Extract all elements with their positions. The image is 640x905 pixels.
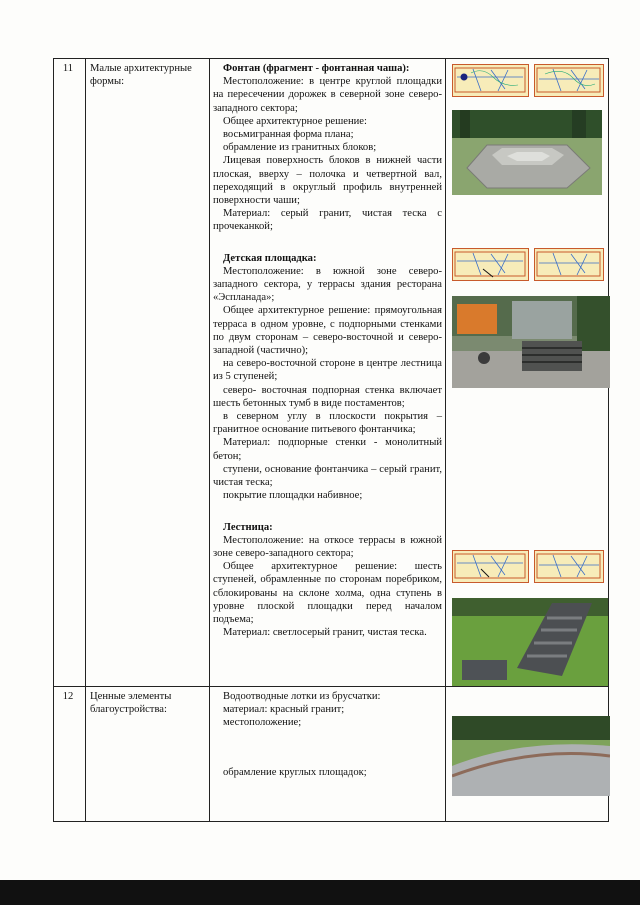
description-paragraph: материал: красный гранит; bbox=[223, 704, 345, 716]
description-paragraph: обрамление круглых площадок; bbox=[223, 766, 367, 778]
description-paragraph: восьмигранная форма плана; bbox=[223, 129, 354, 141]
stairs-location-map-1 bbox=[452, 550, 529, 583]
paragraph-spacer bbox=[213, 234, 442, 252]
description-paragraph: Местоположение: в центре круглой площадки на пересечении дорожек в северной зоне северо-западного сектора; bbox=[213, 76, 442, 114]
description-paragraph: Общее архитектурное решение: прямоугольная терраса в одном уровне, с подпорными стенками по двум сторонам – северо-восточной и северо-западной (частично); bbox=[213, 305, 442, 357]
section-heading: Фонтан (фрагмент - фонтанная чаша): bbox=[223, 63, 410, 74]
description-paragraph: северо- восточная подпорная стенка включает шесть бетонных тумб в виде постаментов; bbox=[213, 384, 442, 409]
row-description bbox=[213, 690, 442, 779]
row-description bbox=[213, 62, 442, 639]
description-paragraph: Водоотводные лотки из брусчатки: bbox=[223, 691, 381, 702]
table-top-border bbox=[53, 58, 608, 59]
playground-location-map-1 bbox=[452, 248, 529, 281]
description-paragraph: Общее архитектурное решение: шесть ступеней, обрамленные по сторонам поребриком, сблокированы на склоне холма, одна ступень в уровне плоской площадки перед началом подъема; bbox=[213, 561, 442, 625]
fountain-location-map-1 bbox=[452, 64, 529, 97]
table-right-border bbox=[608, 58, 609, 822]
description-paragraph: Местоположение: в южной зоне северо-западного сектора, у террасы здания ресторана «Эспланада»; bbox=[213, 265, 442, 304]
row-divider bbox=[53, 686, 608, 687]
description-paragraph: Местоположение: на откосе террасы в южной зоне северо-западного сектора; bbox=[213, 534, 442, 559]
playground-location-map-2 bbox=[534, 248, 604, 281]
description-paragraph: на северо-восточной стороне в центре лестница из 5 ступеней; bbox=[213, 358, 442, 383]
table-bottom-border bbox=[53, 821, 608, 822]
row-name: Ценные элементы благоустройства: bbox=[90, 691, 172, 716]
playground-photo bbox=[452, 296, 610, 388]
description-paragraph: ступени, основание фонтанчика – серый гранит, чистая теска; bbox=[213, 463, 442, 489]
section-heading: Детская площадка: bbox=[223, 252, 317, 264]
scan-bottom-edge bbox=[0, 880, 640, 905]
table-left-border bbox=[53, 58, 54, 822]
description-paragraph: Материал: серый гранит, чистая теска с прочеканкой; bbox=[213, 208, 442, 233]
fountain-photo bbox=[452, 110, 602, 195]
paragraph-spacer bbox=[213, 503, 442, 521]
drainage-photo bbox=[452, 716, 610, 796]
column-divider-3 bbox=[445, 58, 446, 822]
fountain-location-map-2 bbox=[534, 64, 604, 97]
description-paragraph: Материал: светлосерый гранит, чистая теска. bbox=[223, 627, 427, 639]
column-divider-1 bbox=[85, 58, 86, 822]
description-paragraph: обрамление из гранитных блоков; bbox=[223, 142, 377, 154]
stairs-location-map-2 bbox=[534, 550, 604, 583]
section-heading: Лестница: bbox=[223, 521, 273, 533]
description-paragraph: Материал: подпорные стенки - монолитный бетон; bbox=[213, 437, 442, 462]
stairs-photo bbox=[452, 598, 608, 686]
description-paragraph: Общее архитектурное решение: bbox=[223, 115, 367, 127]
description-paragraph: в северном углу в плоскости покрытия – гранитное основание питьевого фонтанчика; bbox=[213, 411, 442, 436]
description-paragraph: местоположение; bbox=[223, 717, 302, 729]
description-paragraph: покрытие площадки набивное; bbox=[223, 490, 363, 502]
paragraph-spacer bbox=[213, 748, 442, 766]
row-name: Малые архитектурные формы: bbox=[90, 63, 192, 88]
description-paragraph: Лицевая поверхность блоков в нижней части плоская, вверху – полочка и четвертной вал, переходящий в округлый профиль внутренней поверхности чаши; bbox=[213, 155, 442, 207]
row-number: 11 bbox=[62, 63, 74, 74]
row-number: 12 bbox=[62, 691, 74, 702]
paragraph-spacer bbox=[213, 730, 442, 748]
